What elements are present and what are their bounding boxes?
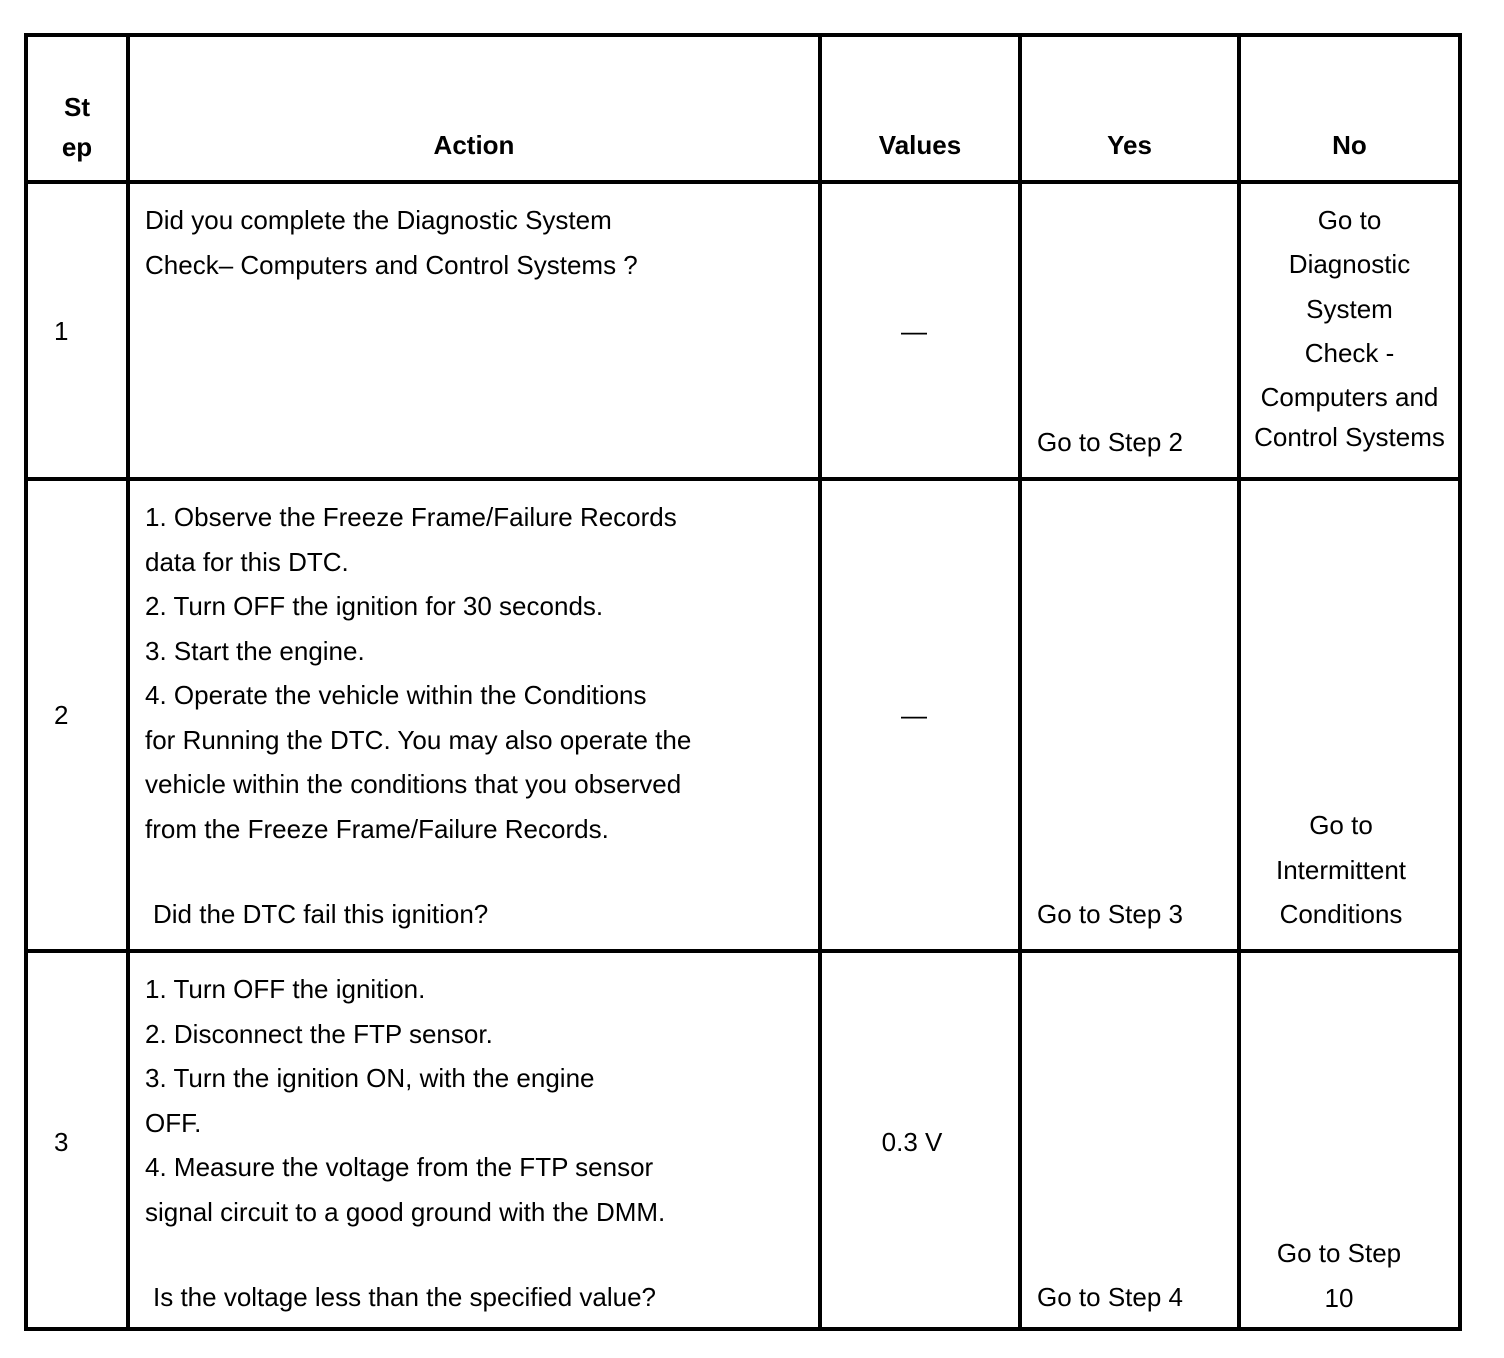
row1-no-line: Diagnostic bbox=[1288, 249, 1411, 280]
row2-action-line: from the Freeze Frame/Failure Records. bbox=[145, 813, 609, 844]
row2-no-line: Intermittent bbox=[1275, 854, 1407, 885]
row1-step: 1 bbox=[54, 316, 69, 346]
table-border-top bbox=[24, 33, 1462, 37]
row1-no-line: Control Systems bbox=[1254, 422, 1445, 453]
row2-question: Did the DTC fail this ignition? bbox=[153, 899, 489, 929]
row1-no-line: System bbox=[1306, 293, 1393, 324]
row2-no bbox=[1241, 803, 1441, 937]
row-divider-2 bbox=[24, 949, 1462, 953]
header-step bbox=[28, 87, 126, 167]
row3-value: 0.3 V bbox=[881, 1127, 943, 1157]
row2-no-line: Go to bbox=[1309, 810, 1373, 840]
header-yes: Yes bbox=[1107, 130, 1152, 160]
header-divider bbox=[24, 180, 1462, 184]
row3-action-line: signal circuit to a good ground with the DMM. bbox=[145, 1196, 666, 1227]
row1-no-line: Go to bbox=[1317, 205, 1382, 235]
row1-action bbox=[145, 198, 638, 287]
header-step-line1: St bbox=[64, 92, 90, 122]
row2-step: 2 bbox=[54, 700, 69, 730]
row1-action-line: Check– Computers and Control Systems ? bbox=[145, 249, 638, 280]
col-divider-step bbox=[126, 33, 130, 1331]
row3-no-line: Go to Step bbox=[1276, 1238, 1402, 1268]
row2-action-line: 2. Turn OFF the ignition for 30 seconds. bbox=[145, 591, 604, 621]
header-no: No bbox=[1332, 130, 1367, 160]
row1-no-line: Computers and bbox=[1260, 382, 1439, 413]
row2-action bbox=[145, 495, 691, 851]
row3-action-line: 4. Measure the voltage from the FTP sensor bbox=[145, 1152, 654, 1182]
header-values: Values bbox=[878, 130, 962, 160]
table-border-left bbox=[24, 33, 28, 1331]
header-step-line2: ep bbox=[61, 132, 93, 162]
row3-action-line: 2. Disconnect the FTP sensor. bbox=[145, 1018, 493, 1049]
row1-action-line: Did you complete the Diagnostic System bbox=[145, 205, 612, 235]
row2-yes: Go to Step 3 bbox=[1037, 899, 1183, 929]
row3-yes: Go to Step 4 bbox=[1037, 1282, 1183, 1312]
diagnostic-table bbox=[24, 33, 1462, 1331]
row2-action-line: 1. Observe the Freeze Frame/Failure Records bbox=[145, 502, 677, 532]
row1-no-line: Check - bbox=[1304, 337, 1395, 368]
row3-action-line: OFF. bbox=[145, 1107, 202, 1138]
row1-yes: Go to Step 2 bbox=[1037, 427, 1183, 457]
row-divider-1 bbox=[24, 477, 1462, 481]
row3-no-line: 10 bbox=[1324, 1282, 1354, 1313]
row2-value: — bbox=[901, 700, 927, 730]
table-border-bottom bbox=[24, 1327, 1462, 1331]
row1-no bbox=[1241, 198, 1458, 455]
row3-action bbox=[145, 967, 665, 1234]
row2-action-line: 3. Start the engine. bbox=[145, 635, 365, 666]
row3-action-line: 3. Turn the ignition ON, with the engine bbox=[145, 1063, 595, 1093]
row3-question: Is the voltage less than the specified value? bbox=[153, 1282, 656, 1312]
row2-action-line: vehicle within the conditions that you observed bbox=[145, 769, 682, 799]
row2-action-line: for Running the DTC. You may also operate the bbox=[145, 724, 692, 755]
row2-action-line: data for this DTC. bbox=[145, 546, 349, 577]
row3-step: 3 bbox=[54, 1127, 69, 1157]
col-divider-values bbox=[1018, 33, 1022, 1331]
table-border-right bbox=[1458, 33, 1462, 1331]
row3-no bbox=[1241, 1231, 1437, 1320]
header-action: Action bbox=[433, 130, 515, 160]
row3-action-line: 1. Turn OFF the ignition. bbox=[145, 974, 426, 1004]
row2-action-line: 4. Operate the vehicle within the Conditions bbox=[145, 680, 647, 710]
row2-no-line: Conditions bbox=[1279, 899, 1403, 929]
row1-value: — bbox=[901, 316, 927, 346]
